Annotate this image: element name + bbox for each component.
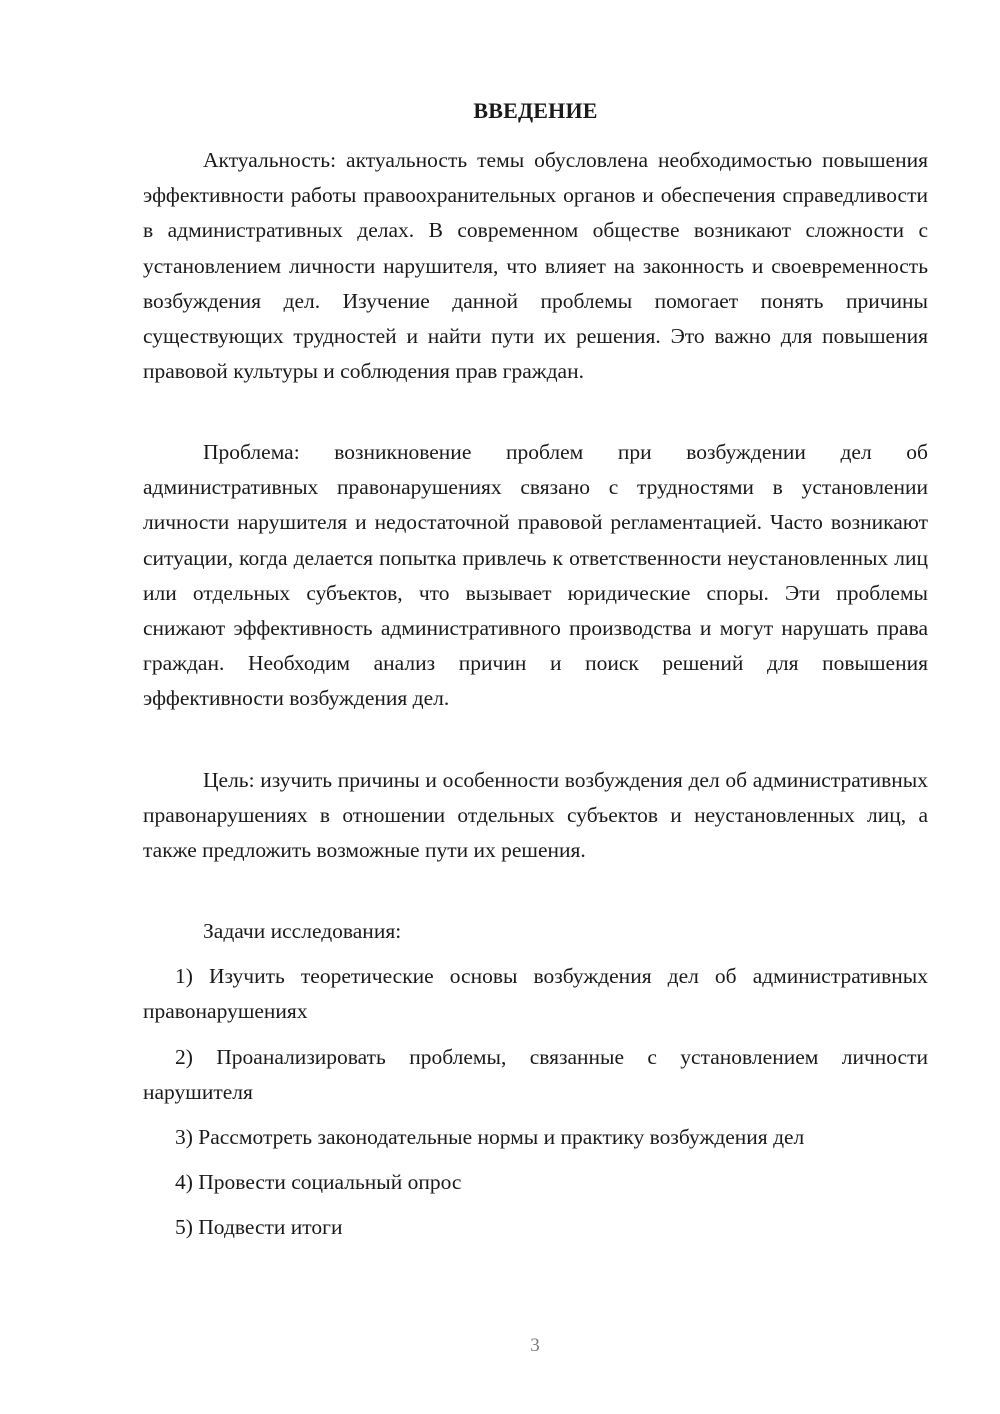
goal-paragraph: Цель: изучить причины и особенности возбуждения дел об административных правонарушениях в отношении отдельных субъектов и неустановленных лиц, а также предложить возможные пути их решения. xyxy=(143,768,928,863)
page-title: ВВЕДЕНИЕ xyxy=(473,98,598,123)
problem-paragraph: Проблема: возникновение проблем при возбуждении дел об административных правонарушениях связано с трудностями в установлении личности нарушителя и недостаточной правовой регламентацией. Часто возникают ситуации, когда делается попытка привлечь к ответственности неустановленных лиц или отдельных субъектов, что вызывает юридические споры. Эти проблемы снижают эффективность административного производства и могут нарушать права граждан. Необходим анализ причин и поиск решений для повышения эффективности возбуждения дел. xyxy=(143,440,928,711)
task-item: 4) Провести социальный опрос xyxy=(175,1170,462,1194)
task-item: 1) Изучить теоретические основы возбуждения дел об административных правонарушениях xyxy=(143,964,928,1024)
relevance-paragraph: Актуальность: актуальность темы обусловлена необходимостью повышения эффективности работы правоохранительных органов и обеспечения справедливости в административных делах. В современном обществе возникают сложности с установлением личности нарушителя, что влияет на законность и своевременность возбуждения дел. Изучение данной проблемы помогает понять причины существующих трудностей и найти пути их решения. Это важно для повышения правовой культуры и соблюдения прав граждан. xyxy=(143,148,928,384)
task-item: 5) Подвести итоги xyxy=(175,1215,343,1239)
tasks-heading: Задачи исследования: xyxy=(203,919,402,943)
task-item: 2) Проанализировать проблемы, связанные с установлением личности нарушителя xyxy=(143,1045,928,1105)
page-number: 3 xyxy=(530,1335,540,1356)
task-item: 3) Рассмотреть законодательные нормы и практику возбуждения дел xyxy=(175,1125,805,1149)
